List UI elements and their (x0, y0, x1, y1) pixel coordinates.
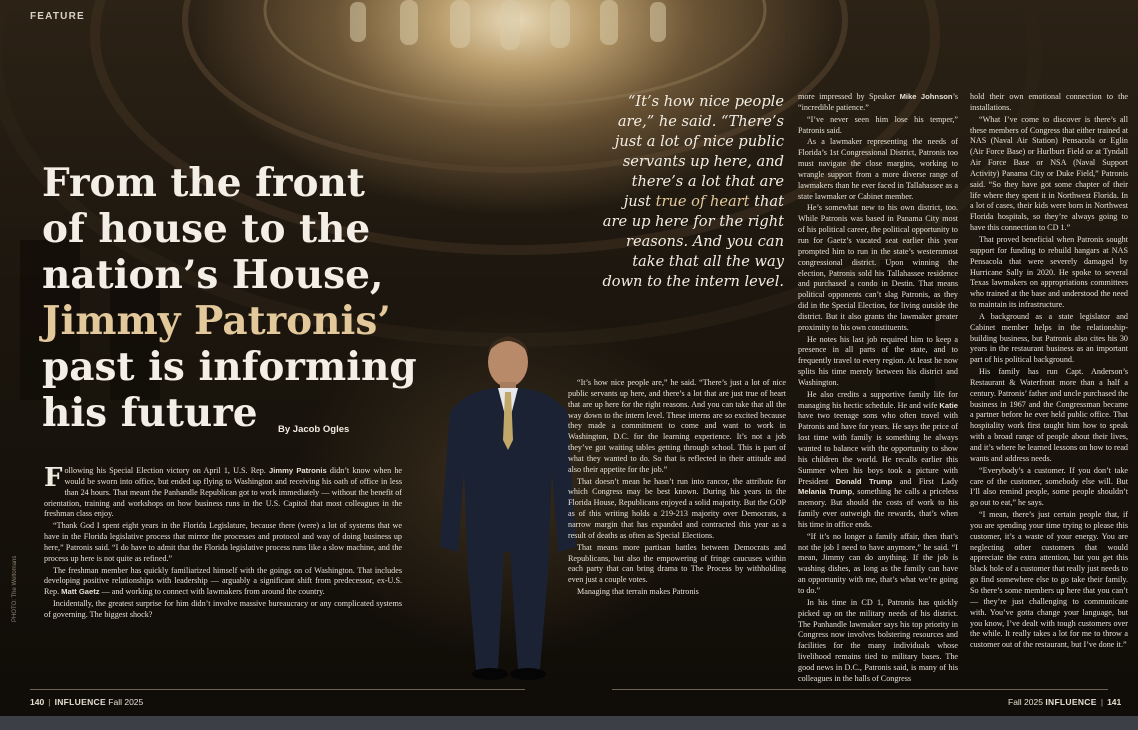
person-name: Donald Trump (835, 476, 893, 486)
paragraph: He’s somewhat new to his own district, too. While Patronis was based in Panama City most of his political career, the political opportunity to run for Gaetz’s vacated seat earlier this year prompted him to run in the state’s westernmost congressional district. Upon winning the election, Patronis sold his Tallahassee residence and purchased a condo in Destin. That means political opponents can’t slag Patronis, as they did in the Special Election, for living outside the district. But it also grants the lawmaker greater proximity to his own constituents. (798, 203, 958, 332)
article-column-3 (798, 92, 958, 696)
text-run: didn’t know when he would be sworn into office, but ended up flying to Washington and receiving his oath of office in less than 24 hours. That meant the Panhandle Republican got to work immediately — without the benefit of orientation, training and workshops on how business runs in the U.S. Capitol that most colleagues in the freshman class enjoy. (44, 466, 402, 519)
person-name: Melania Trump (798, 487, 853, 497)
text-run: more impressed by Speaker (798, 92, 900, 101)
paragraph: He notes his last job required him to keep a presence in all parts of the state, and to frequently travel to every region. At least he now splits his time merely between his district and Washington. (798, 334, 958, 387)
headline-line-1: From the front (42, 160, 365, 206)
text-run: and First Lady (892, 476, 958, 486)
congressman-portrait (428, 322, 588, 694)
person-name: Mike Johnson (899, 92, 953, 101)
headline-line-2: of house to the (42, 206, 371, 252)
paragraph: That means more partisan battles between Democrats and Republicans, but also the empowering of fringe caucuses within each party that can bring drama to The Process by withholding even just a couple votes. (568, 542, 786, 585)
magazine-name-right: INFLUENCE (1045, 697, 1097, 707)
paragraph: “I’ve never seen him lose his temper,” Patronis said. (798, 114, 958, 135)
headline-line-5: past is informing (42, 344, 417, 390)
drop-cap: F (44, 466, 63, 493)
text-run: ollowing his Special Election victory on April 1, U.S. Rep. (64, 466, 270, 475)
issue-date-left: Fall 2025 (108, 697, 144, 707)
text-run: The freshman member has quickly familiarized himself with the goings on of Washington. That includes developing positive relationships with leadership — arguably a significant shift from predecessor, ex-U.S. Rep. (44, 565, 402, 597)
pull-quote (600, 92, 784, 292)
footer-rule-left (30, 689, 525, 690)
paragraph (44, 566, 402, 599)
folio-separator: | (48, 697, 51, 707)
paragraph: That doesn’t mean he hasn’t run into rancor, the attribute for which Congress may be best known. During his years in the Florida House, Republicans enjoyed a solid majority. But the GOP as of this writing holds a 219-213 majority over Democrats, a narrow margin that has expanded and contracted this year as a result of deaths as often as Special Elections. (568, 476, 786, 540)
paragraph: “I mean, there’s just certain people that, if you are spending your time trying to please this customer, it’s a waste of your energy. You are neglecting other customers that would appreciate the extra attention, but you get this black hole of a customer that really just needs to go find somewhere else to go take their family. So there’s some members up here that you can’t — they’re just challenging to communicate with. You’ve gotta change your language, but you know, I’ve dealt with tough customers over the while. It really takes a lot for me to throw a customer out of the restaurant, but I’ve done it.” (970, 510, 1128, 650)
issue-date-right: Fall 2025 (1008, 697, 1043, 707)
paragraph: Managing that terrain makes Patronis (577, 587, 699, 597)
headline-line-4-highlight: Jimmy Patronis’ (42, 298, 391, 344)
text-run: ’s “incredible patience.” (798, 92, 958, 112)
paragraph: “If it’s no longer a family affair, then that’s not the job I need to have anymore,” he said. “I mean, Jimmy can do anything. If the job is washing dishes, as long as the family can have an opportunity with me, that’s what we’re going to do.” (798, 531, 958, 595)
paragraph: “Everybody’s a customer. If you don’t take care of the customer, somebody else will. But I’ll also remind people, some people shouldn’t go out to eat,” he says. (970, 465, 1128, 508)
footer-rule-right (612, 689, 1108, 690)
folio-right (1008, 697, 1121, 707)
text-run: have two teenage sons who often travel with Patronis and have for years. He says the price of lost time with family is something he always wanted to balance with the opportunity to show his children the world. He recalls earlier this Summer when his boys took a picture with President (798, 411, 958, 486)
article-column-2 (568, 378, 786, 690)
person-name: Matt Gaetz (61, 587, 100, 597)
viewer-bottom-bar (0, 716, 1138, 730)
pull-quote-text-2: that are up here for the right reasons. And you can take that all the way down to the intern level. (602, 193, 784, 290)
paragraph: In his time in CD 1, Patronis has quickly picked up on the military needs of his district. The Panhandle lawmaker says his top priority in Congress now involves bolstering resources and facilities for the many individuals whose livelihood remains tied to military bases. The good news in D.C., Patronis said, is many of his colleagues in the halls of Congress (798, 597, 958, 683)
folio-left (30, 697, 143, 707)
person-name: Katie (939, 400, 958, 410)
article-column-1 (44, 466, 402, 682)
pull-quote-text-1: “It’s how nice people are,” he said. “There’s just a lot of nice public servants up here, and there’s a lot that are just (614, 93, 784, 210)
section-label: FEATURE (30, 11, 85, 22)
paragraph: That proved beneficial when Patronis sought support for funding to rebuild hangars at NAS Pensacola that were severely damaged by Hurricane Sally in 2020. He spoke to several Texas lawmakers on appropriations committees who trained at the base and understood the need to maintain its infrastructure. (970, 234, 1128, 310)
folio-separator: | (1100, 697, 1104, 707)
paragraph (798, 390, 958, 531)
paragraph (798, 92, 958, 114)
paragraph: As a lawmaker representing the needs of Florida’s 1st Congressional District, Patronis too must navigate the close margins, working to wrangle support from a more diverse range of lawmakers than he ever faced in Tallahassee as a state lawmaker or Cabinet member. (798, 137, 958, 201)
paragraph: A background as a state legislator and Cabinet member helps in the relationship-building business, but Patronis also cites his 30 years in the restaurant business as an important part of his political background. (970, 311, 1128, 365)
paragraph: “What I’ve come to discover is there’s all these members of Congress that either trained at NAS (Naval Air Station) Pensacola or Eglin (Air Force Base) or Hurlburt Field or at Tyndall Air Force Base or NSA (Naval Support Activity) Panama City or Duke Field,” Patronis said. “So they have got some chapter of their life where they spent it in Northwest Florida. In a lot of cases, their kids were born in Northwest Florida hospitals, so they’re always going to have this connection to CD 1.” (970, 114, 1128, 233)
pull-quote-highlight: true of heart (655, 193, 750, 210)
paragraph: Incidentally, the greatest surprise for him didn’t involve massive bureaucracy or any complicated systems of governing. The biggest shock? (44, 599, 402, 619)
text-run: , something he calls a priceless memory. But should the costs of work to his family ever outweigh the rewards, that’s when his time in office ends. (798, 487, 958, 529)
text-run: He also credits a supportive family life for managing his hectic schedule. He and wife (798, 389, 958, 410)
paragraph: His family has run Capt. Anderson’s Restaurant & Waterfront more than a half a century. Patronis’ father and uncle purchased the business in 1967 and the Congressman became a partner before he ever held public office. That hospitality work first taught him how to speak with a broad range of people about their lives, and it’s where he learned lessons on how to read wants and address needs. (970, 367, 1128, 463)
headline (42, 160, 462, 436)
paragraph: hold their own emotional connection to the installations. (970, 92, 1128, 112)
paragraph: “Thank God I spent eight years in the Florida Legislature, because there (were) a lot of systems that we have in the Florida legislative process that mirror the processes and protocol and way of doing business up here,” Patronis said. “I do have to admit that the Florida legislative process runs like a slow machine, and the process up here is not quite as refined.” (44, 521, 402, 563)
page-number-right: 141 (1107, 697, 1122, 707)
paragraph: “It’s how nice people are,” he said. “There’s just a lot of nice public servants up here, and there’s a lot that are just true of heart that are up here for the right reasons. And you can take that all the way down to the intern level. These interns are so excited because they made a commitment to come and want to work in Washington, D.C. for the learning experience. It’s not a job they’ve got waiting tables getting through school. This is part of what they wanted to do. So that is reflected in their attitude and also their appetite for the job.” (568, 378, 786, 474)
person-name: Jimmy Patronis (269, 466, 327, 475)
headline-line-3: nation’s House, (42, 252, 384, 298)
magazine-name-left: INFLUENCE (54, 697, 106, 707)
headline-line-6: his future (42, 390, 258, 436)
page-number-left: 140 (30, 697, 45, 707)
article-column-4 (970, 92, 1128, 696)
text-run: — and working to connect with lawmakers from around the country. (99, 587, 325, 597)
paragraph (44, 466, 402, 520)
photo-credit: PHOTO: The Weltomans (12, 555, 18, 622)
byline: By Jacob Ogles (278, 424, 350, 435)
